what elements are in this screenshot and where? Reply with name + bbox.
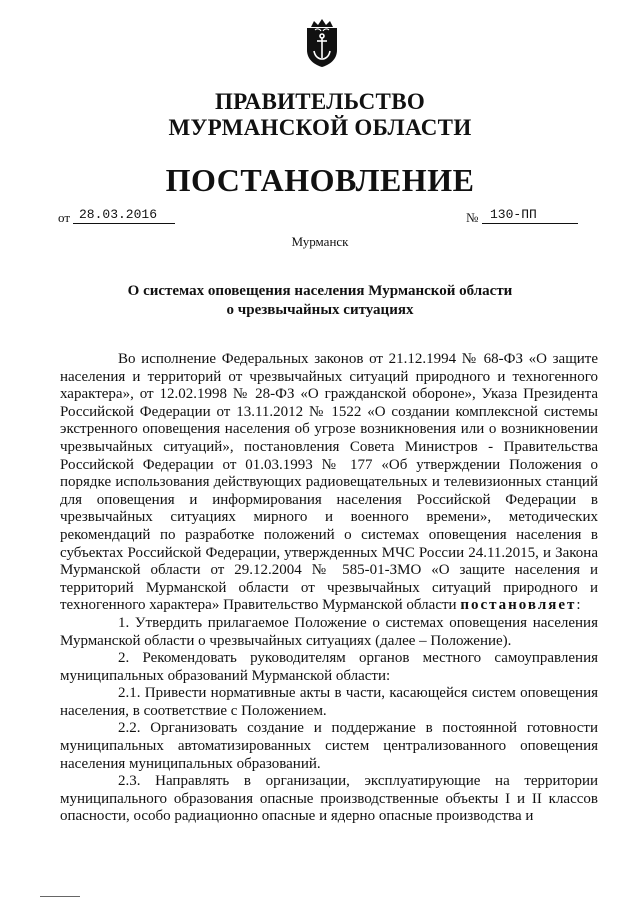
city-label: Мурманск	[291, 234, 349, 249]
preamble-text: Во исполнение Федеральных законов от 21.12.1994 № 68-ФЗ «О защите населения и территорий от чрезвычайных ситуаций природного и техногенного характера», от 12.02.1998 № 28-ФЗ «О гражданской обороне», Указа Президента Российской Федерации от 13.11.2012 № 1522 «О создании комплексной системы экстренного оповещения населения об угрозе возникновения или о возникновении чрезвычайных ситуаций», постановления Совета Министров - Правительства Российской Федерации от 01.03.1993 № 177 «Об утверждении Положения о порядке использования действующих радиовещательных и телевизионных станций для оповещения и информирования населения Российской Федерации в чрезвычайных ситуациях мирного и военного времени», методических рекомендаций по разработке положений о системах оповещения населения в субъектах Российской Федерации, утвержденных МЧС России 24.11.2015, и Закона Мурманской области от 29.12.2004 № 585-01-ЗМО «О защите населения и территорий Мурманской области от чрезвычайных ситуаций природного и техногенного характера» Правительство Мурманской области	[60, 351, 598, 614]
date-prefix: от	[58, 210, 71, 225]
item-2-3: 2.3. Направлять в организации, эксплуатирующие на территории муниципального образования опасные производственные объекты I и II классов опасности, особо радиационно опасные и ядерно опасные производства и	[60, 773, 598, 825]
murmansk-coat-of-arms-icon	[303, 18, 341, 68]
document-number: 130-ПП	[482, 208, 578, 224]
footer-divider	[40, 896, 80, 897]
item-2: 2. Рекомендовать руководителям органов местного самоуправления муниципальных образований Мурманской области:	[60, 650, 598, 684]
document-subject	[0, 282, 640, 320]
document-date: 28.03.2016	[73, 208, 175, 224]
government-title-line1: ПРАВИТЕЛЬСТВО	[214, 89, 426, 114]
number-prefix: №	[466, 210, 479, 225]
resolves-word: постановляет	[460, 597, 577, 614]
preamble-paragraph: Во исполнение Федеральных законов от 21.12.1994 № 68-ФЗ «О защите населения и территорий от чрезвычайных ситуаций природного и техногенного характера», от 12.02.1998 № 28-ФЗ «О гражданской обороне», Указа Президента Российской Федерации от 13.11.2012 № 1522 «О создании комплексной системы экстренного оповещения населения об угрозе возникновения или о возникновении чрезвычайных ситуаций», постановления Совета Министров - Правительства Российской Федерации от 01.03.1993 № 177 «Об утверждении Положения о порядке использования действующих радиовещательных и телевизионных станций для оповещения и информирования населения Российской Федерации в чрезвычайных ситуациях мирного и военного времени», методических рекомендаций по разработке положений о системах оповещения населения в субъектах Российской Федерации, утвержденных МЧС России 24.11.2015, и Закона Мурманской области от 29.12.2004 № 585-01-ЗМО «О защите населения и территорий Мурманской области от чрезвычайных ситуаций природного и техногенного характера» Правительство Мурманской области постановляет:	[60, 351, 598, 614]
document-type-title: ПОСТАНОВЛЕНИЕ	[165, 162, 475, 198]
government-title-line2: МУРМАНСКОЙ ОБЛАСТИ	[168, 115, 472, 140]
subject-line2: о чрезвычайных ситуациях	[226, 302, 414, 318]
item-1: 1. Утвердить прилагаемое Положение о системах оповещения населения Мурманской области о чрезвычайных ситуациях (далее – Положение).	[60, 614, 598, 649]
item-2-2: 2.2. Организовать создание и поддержание в постоянной готовности муниципальных автоматизированных систем централизованного оповещения населения муниципальных образований.	[60, 720, 598, 772]
subject-line1: О системах оповещения населения Мурманской области	[127, 283, 513, 299]
document-body	[60, 351, 598, 826]
item-2-1: 2.1. Привести нормативные акты в части, касающейся систем оповещения населения, в соответствие с Положением.	[60, 685, 598, 719]
